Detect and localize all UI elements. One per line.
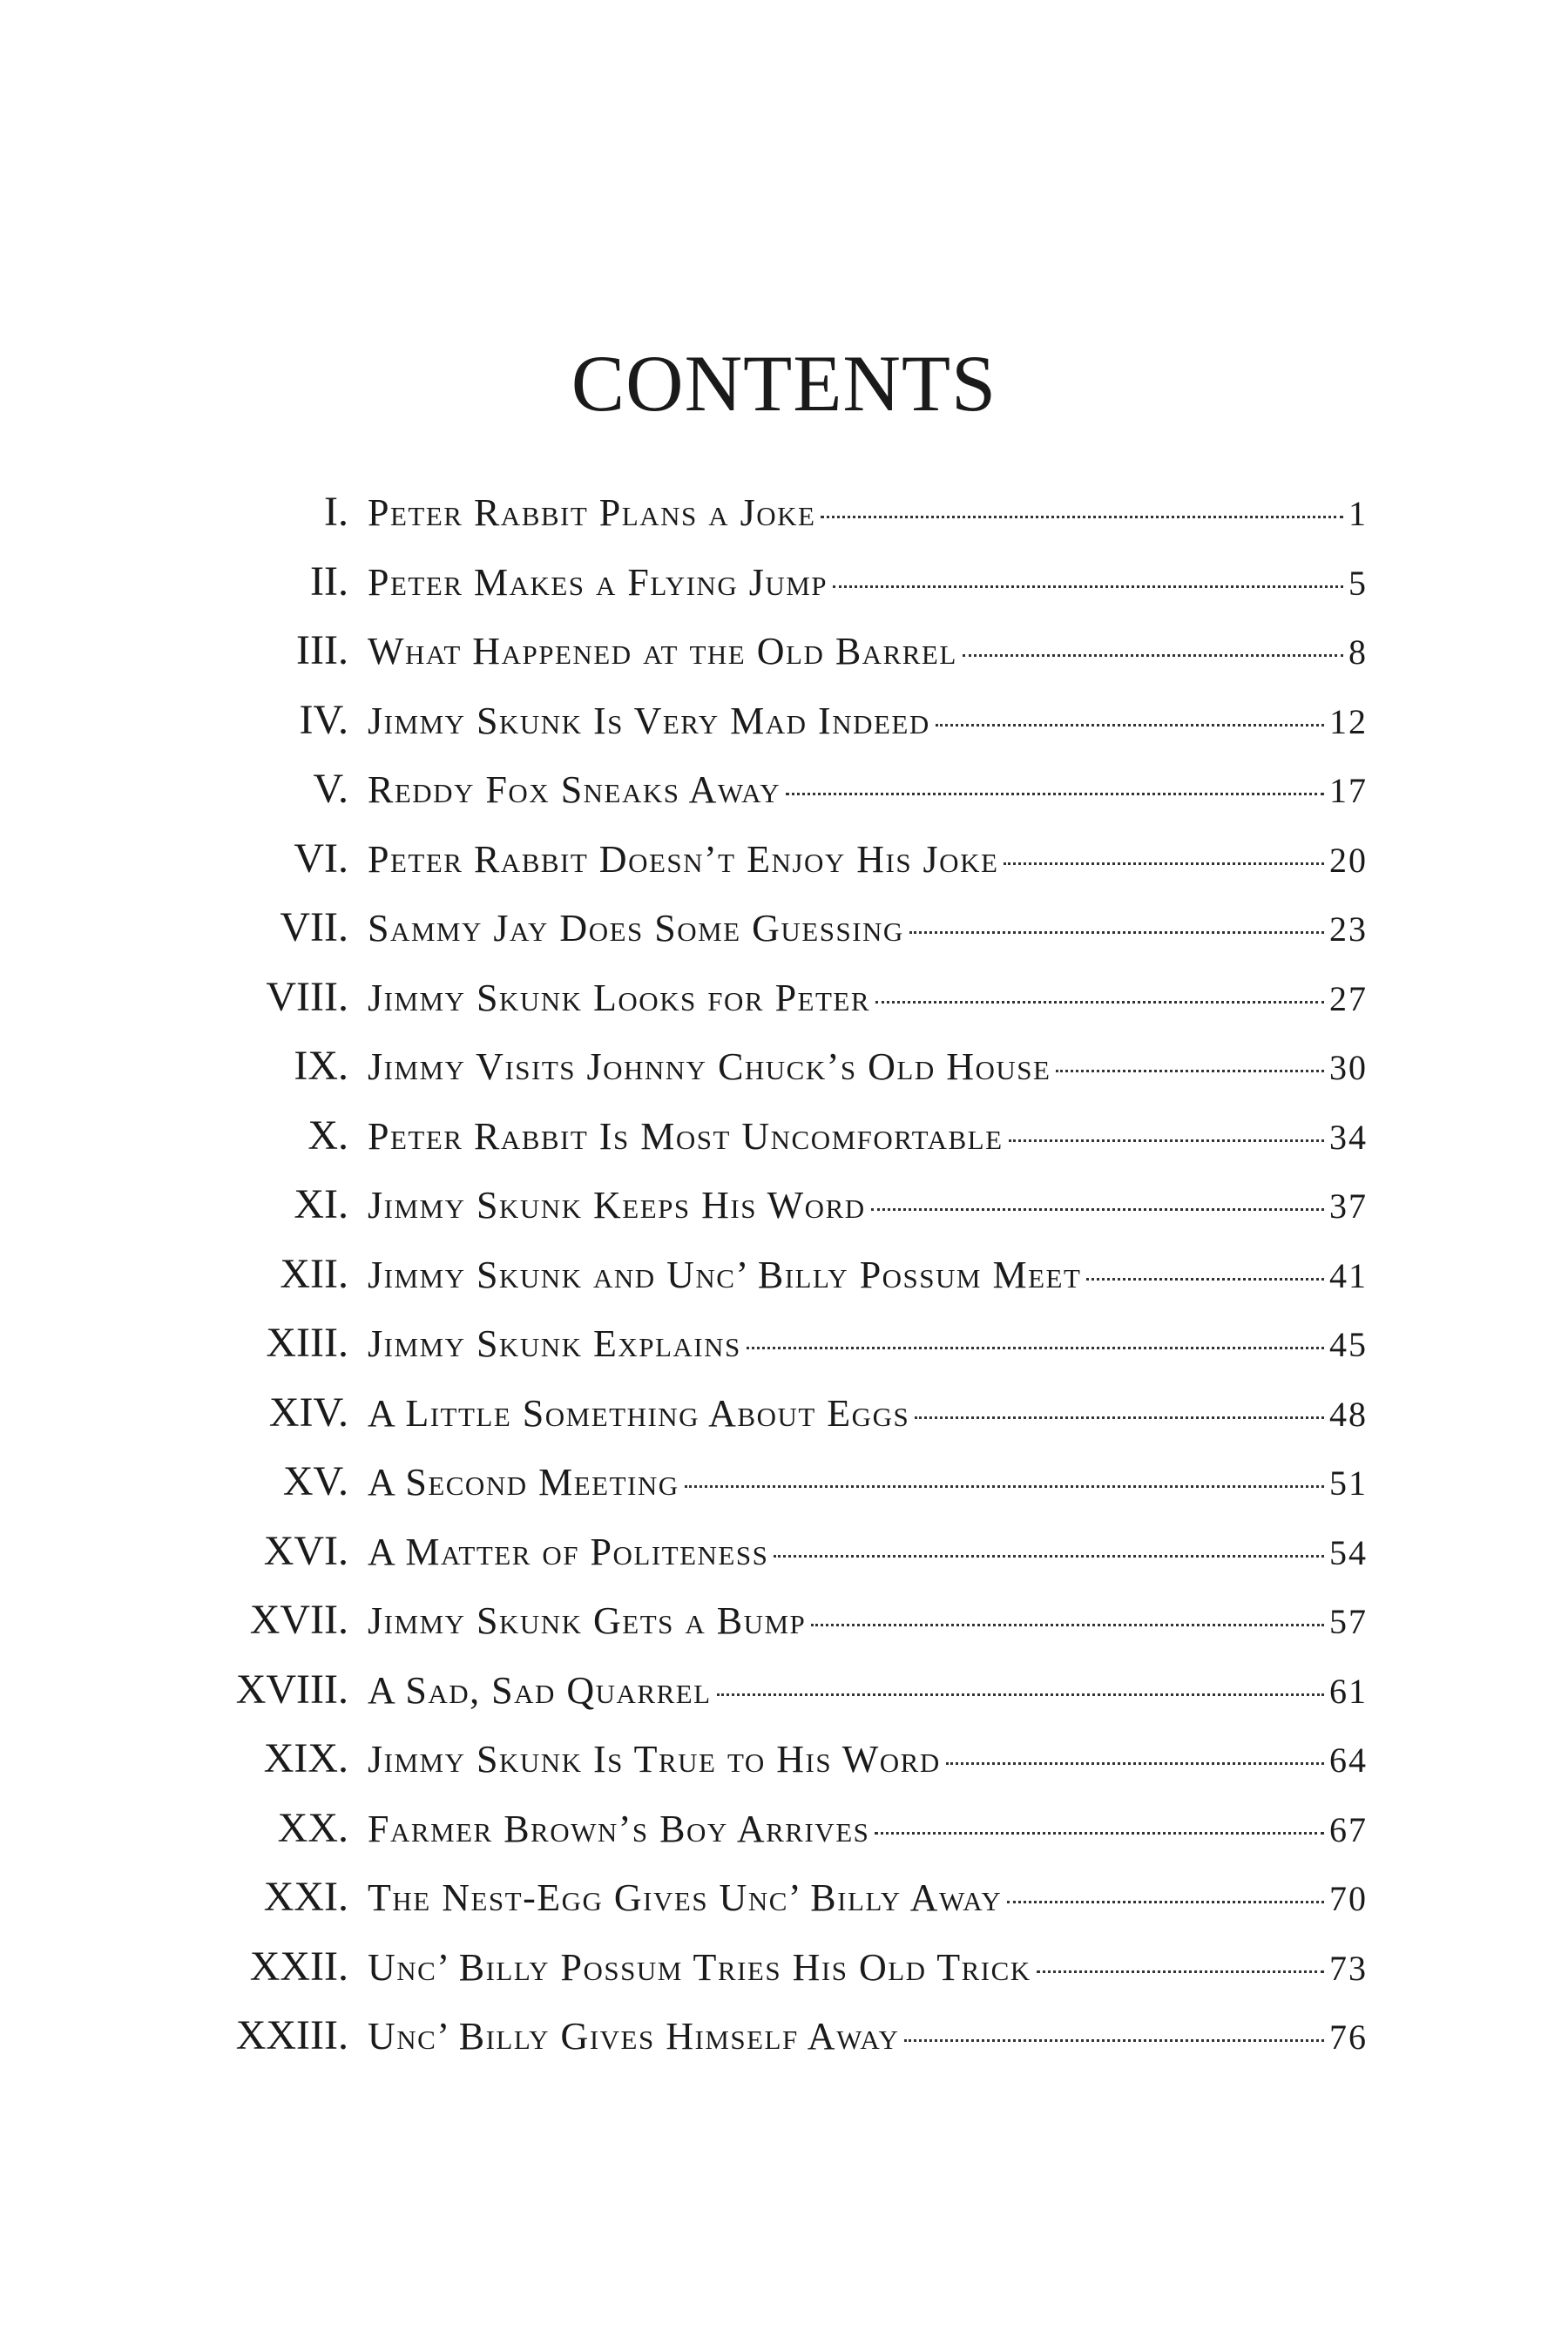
- toc-entry-2[interactable]: [174, 558, 1368, 627]
- chapter-title: A Sad, Sad Quarrel: [368, 1668, 712, 1712]
- toc-entry-body: [368, 906, 1368, 950]
- page-number: 61: [1329, 1671, 1368, 1711]
- chapter-numeral: XIV.: [268, 1389, 348, 1436]
- toc-entry-body: [368, 1807, 1368, 1851]
- chapter-numeral: III.: [296, 627, 348, 673]
- toc-entry-15[interactable]: [174, 1457, 1368, 1527]
- chapter-numeral: I.: [324, 489, 348, 535]
- page-number: 67: [1329, 1809, 1368, 1849]
- toc-entry-body: [368, 1530, 1368, 1574]
- page-number: 8: [1348, 632, 1368, 672]
- chapter-numeral: II.: [310, 558, 348, 605]
- chapter-numeral: XXII.: [249, 1943, 348, 1990]
- page-number: 5: [1348, 563, 1368, 603]
- dot-leader: [871, 1208, 1324, 1211]
- toc-entry-body: [368, 699, 1368, 743]
- page-number: 30: [1329, 1048, 1368, 1087]
- toc-entry-16[interactable]: [174, 1527, 1368, 1597]
- chapter-title: Jimmy Skunk Keeps His Word: [368, 1184, 866, 1227]
- toc-entry-body: [368, 1183, 1368, 1227]
- chapter-title: Jimmy Visits Johnny Chuck’s Old House: [368, 1045, 1051, 1088]
- page-number: 51: [1329, 1463, 1368, 1503]
- dot-leader: [915, 1416, 1324, 1419]
- dot-leader: [811, 1624, 1324, 1626]
- dot-leader: [821, 516, 1343, 518]
- chapter-title: Peter Rabbit Is Most Uncomfortable: [368, 1114, 1004, 1158]
- toc-entry-4[interactable]: [174, 696, 1368, 766]
- chapter-title: Unc’ Billy Possum Tries His Old Trick: [368, 1945, 1031, 1989]
- toc-entry-body: [368, 1876, 1368, 1920]
- chapter-title: Jimmy Skunk and Unc’ Billy Possum Meet: [368, 1253, 1082, 1296]
- chapter-title: Jimmy Skunk Explains: [368, 1322, 741, 1365]
- chapter-title: A Little Something About Eggs: [368, 1391, 910, 1435]
- chapter-numeral: XIII.: [266, 1320, 348, 1366]
- toc-entry-body: [368, 1460, 1368, 1504]
- chapter-title: What Happened at the Old Barrel: [368, 630, 957, 672]
- page-number: 37: [1329, 1186, 1368, 1226]
- page-number: 76: [1329, 2017, 1368, 2057]
- dot-leader: [747, 1347, 1324, 1349]
- toc-entry-body: [368, 1598, 1368, 1643]
- chapter-title: Peter Makes a Flying Jump: [368, 560, 828, 604]
- chapter-numeral: XII.: [280, 1250, 348, 1297]
- chapter-numeral: XXI.: [263, 1874, 348, 1920]
- dot-leader: [936, 724, 1324, 727]
- chapter-numeral: IX.: [294, 1043, 348, 1089]
- toc-entry-body: [368, 1044, 1368, 1089]
- toc-entry-10[interactable]: [174, 1112, 1368, 1181]
- dot-leader: [685, 1485, 1324, 1488]
- page-number: 12: [1329, 701, 1368, 741]
- toc-entry-body: [368, 560, 1368, 605]
- dot-leader: [1009, 1139, 1324, 1142]
- toc-entry-body: [368, 1668, 1368, 1713]
- dot-leader: [833, 585, 1343, 588]
- dot-leader: [717, 1693, 1324, 1696]
- toc-entry-21[interactable]: [174, 1873, 1368, 1943]
- page-number: 70: [1329, 1879, 1368, 1918]
- chapter-numeral: XVIII.: [235, 1666, 348, 1713]
- page-number: 34: [1329, 1117, 1368, 1157]
- chapter-title: Peter Rabbit Plans a Joke: [368, 491, 816, 534]
- toc-entry-18[interactable]: [174, 1666, 1368, 1735]
- toc-entry-12[interactable]: [174, 1250, 1368, 1320]
- chapter-title: Jimmy Skunk Is True to His Word: [368, 1738, 941, 1781]
- toc-entry-body: [368, 837, 1368, 882]
- toc-entry-17[interactable]: [174, 1596, 1368, 1666]
- toc-entry-body: [368, 629, 1368, 673]
- toc-entry-6[interactable]: [174, 835, 1368, 904]
- chapter-numeral: XIX.: [263, 1735, 348, 1781]
- chapter-title: A Matter of Politeness: [368, 1530, 769, 1573]
- dot-leader: [774, 1555, 1324, 1558]
- page-number: 73: [1329, 1948, 1368, 1988]
- toc-entry-body: [368, 767, 1368, 812]
- dot-leader: [909, 931, 1324, 934]
- chapter-numeral: VI.: [294, 835, 348, 882]
- toc-entry-8[interactable]: [174, 973, 1368, 1043]
- chapter-title: Farmer Brown’s Boy Arrives: [368, 1807, 870, 1850]
- dot-leader: [1086, 1278, 1324, 1281]
- page-number: 64: [1329, 1740, 1368, 1780]
- chapter-numeral: XXIII.: [235, 2012, 348, 2058]
- toc-entry-1[interactable]: [174, 488, 1368, 558]
- dot-leader: [1056, 1070, 1324, 1072]
- dot-leader: [786, 793, 1324, 795]
- page-number: 23: [1329, 909, 1368, 949]
- dot-leader: [875, 1832, 1324, 1835]
- chapter-numeral: V.: [313, 766, 348, 812]
- toc-entry-body: [368, 1321, 1368, 1366]
- chapter-numeral: X.: [308, 1112, 348, 1159]
- toc-entry-body: [368, 2014, 1368, 2058]
- toc-entry-body: [368, 1737, 1368, 1781]
- chapter-numeral: XVII.: [249, 1597, 348, 1643]
- toc-entry-body: [368, 1253, 1368, 1297]
- chapter-title: Sammy Jay Does Some Guessing: [368, 907, 904, 950]
- chapter-title: Jimmy Skunk Gets a Bump: [368, 1599, 807, 1642]
- chapter-numeral: XX.: [277, 1804, 348, 1851]
- dot-leader: [875, 1001, 1324, 1004]
- page-number: 27: [1329, 978, 1368, 1018]
- dot-leader: [963, 654, 1343, 657]
- dot-leader: [1004, 862, 1324, 865]
- chapter-numeral: VII.: [280, 904, 348, 950]
- page-number: 45: [1329, 1325, 1368, 1364]
- page-number: 57: [1329, 1602, 1368, 1641]
- page-number: 41: [1329, 1255, 1368, 1295]
- chapter-numeral: XV.: [282, 1458, 348, 1504]
- chapter-title: Reddy Fox Sneaks Away: [368, 768, 781, 811]
- chapter-numeral: XI.: [294, 1181, 348, 1227]
- toc-entry-body: [368, 1391, 1368, 1436]
- toc-entry-20[interactable]: [174, 1804, 1368, 1874]
- chapter-title: The Nest-Egg Gives Unc’ Billy Away: [368, 1876, 1003, 1919]
- page-number: 20: [1329, 840, 1368, 880]
- toc-entry-7[interactable]: [174, 903, 1368, 973]
- toc-entry-body: [368, 1945, 1368, 1990]
- toc-entry-13[interactable]: [174, 1319, 1368, 1389]
- chapter-title: Jimmy Skunk Is Very Mad Indeed: [368, 699, 930, 742]
- page-number: 1: [1348, 494, 1368, 533]
- dot-leader: [946, 1762, 1324, 1765]
- toc-entry-body: [368, 490, 1368, 535]
- dot-leader: [1007, 1901, 1324, 1903]
- toc-entry-19[interactable]: [174, 1734, 1368, 1804]
- toc-entry-9[interactable]: [174, 1042, 1368, 1112]
- page-title: CONTENTS: [571, 339, 997, 428]
- chapter-title: Peter Rabbit Doesn’t Enjoy His Joke: [368, 837, 999, 881]
- page-number: 17: [1329, 771, 1368, 810]
- toc-entry-14[interactable]: [174, 1389, 1368, 1458]
- toc-entry-22[interactable]: [174, 1943, 1368, 2012]
- chapter-numeral: VIII.: [266, 973, 348, 1020]
- chapter-title: Unc’ Billy Gives Himself Away: [368, 2015, 900, 2058]
- chapter-numeral: IV.: [299, 696, 348, 743]
- dot-leader: [1037, 1970, 1324, 1973]
- toc-entry-5[interactable]: [174, 765, 1368, 835]
- page-number: 54: [1329, 1532, 1368, 1572]
- dot-leader: [904, 2039, 1324, 2042]
- toc-entry-body: [368, 976, 1368, 1020]
- chapter-numeral: XVI.: [263, 1527, 348, 1574]
- toc-entry-body: [368, 1114, 1368, 1159]
- chapter-title: A Second Meeting: [368, 1461, 679, 1504]
- toc-entry-3[interactable]: [174, 626, 1368, 696]
- page-number: 48: [1329, 1394, 1368, 1434]
- table-of-contents: [174, 488, 1368, 2081]
- chapter-title: Jimmy Skunk Looks for Peter: [368, 976, 871, 1019]
- toc-entry-23[interactable]: [174, 2011, 1368, 2081]
- toc-entry-11[interactable]: [174, 1180, 1368, 1250]
